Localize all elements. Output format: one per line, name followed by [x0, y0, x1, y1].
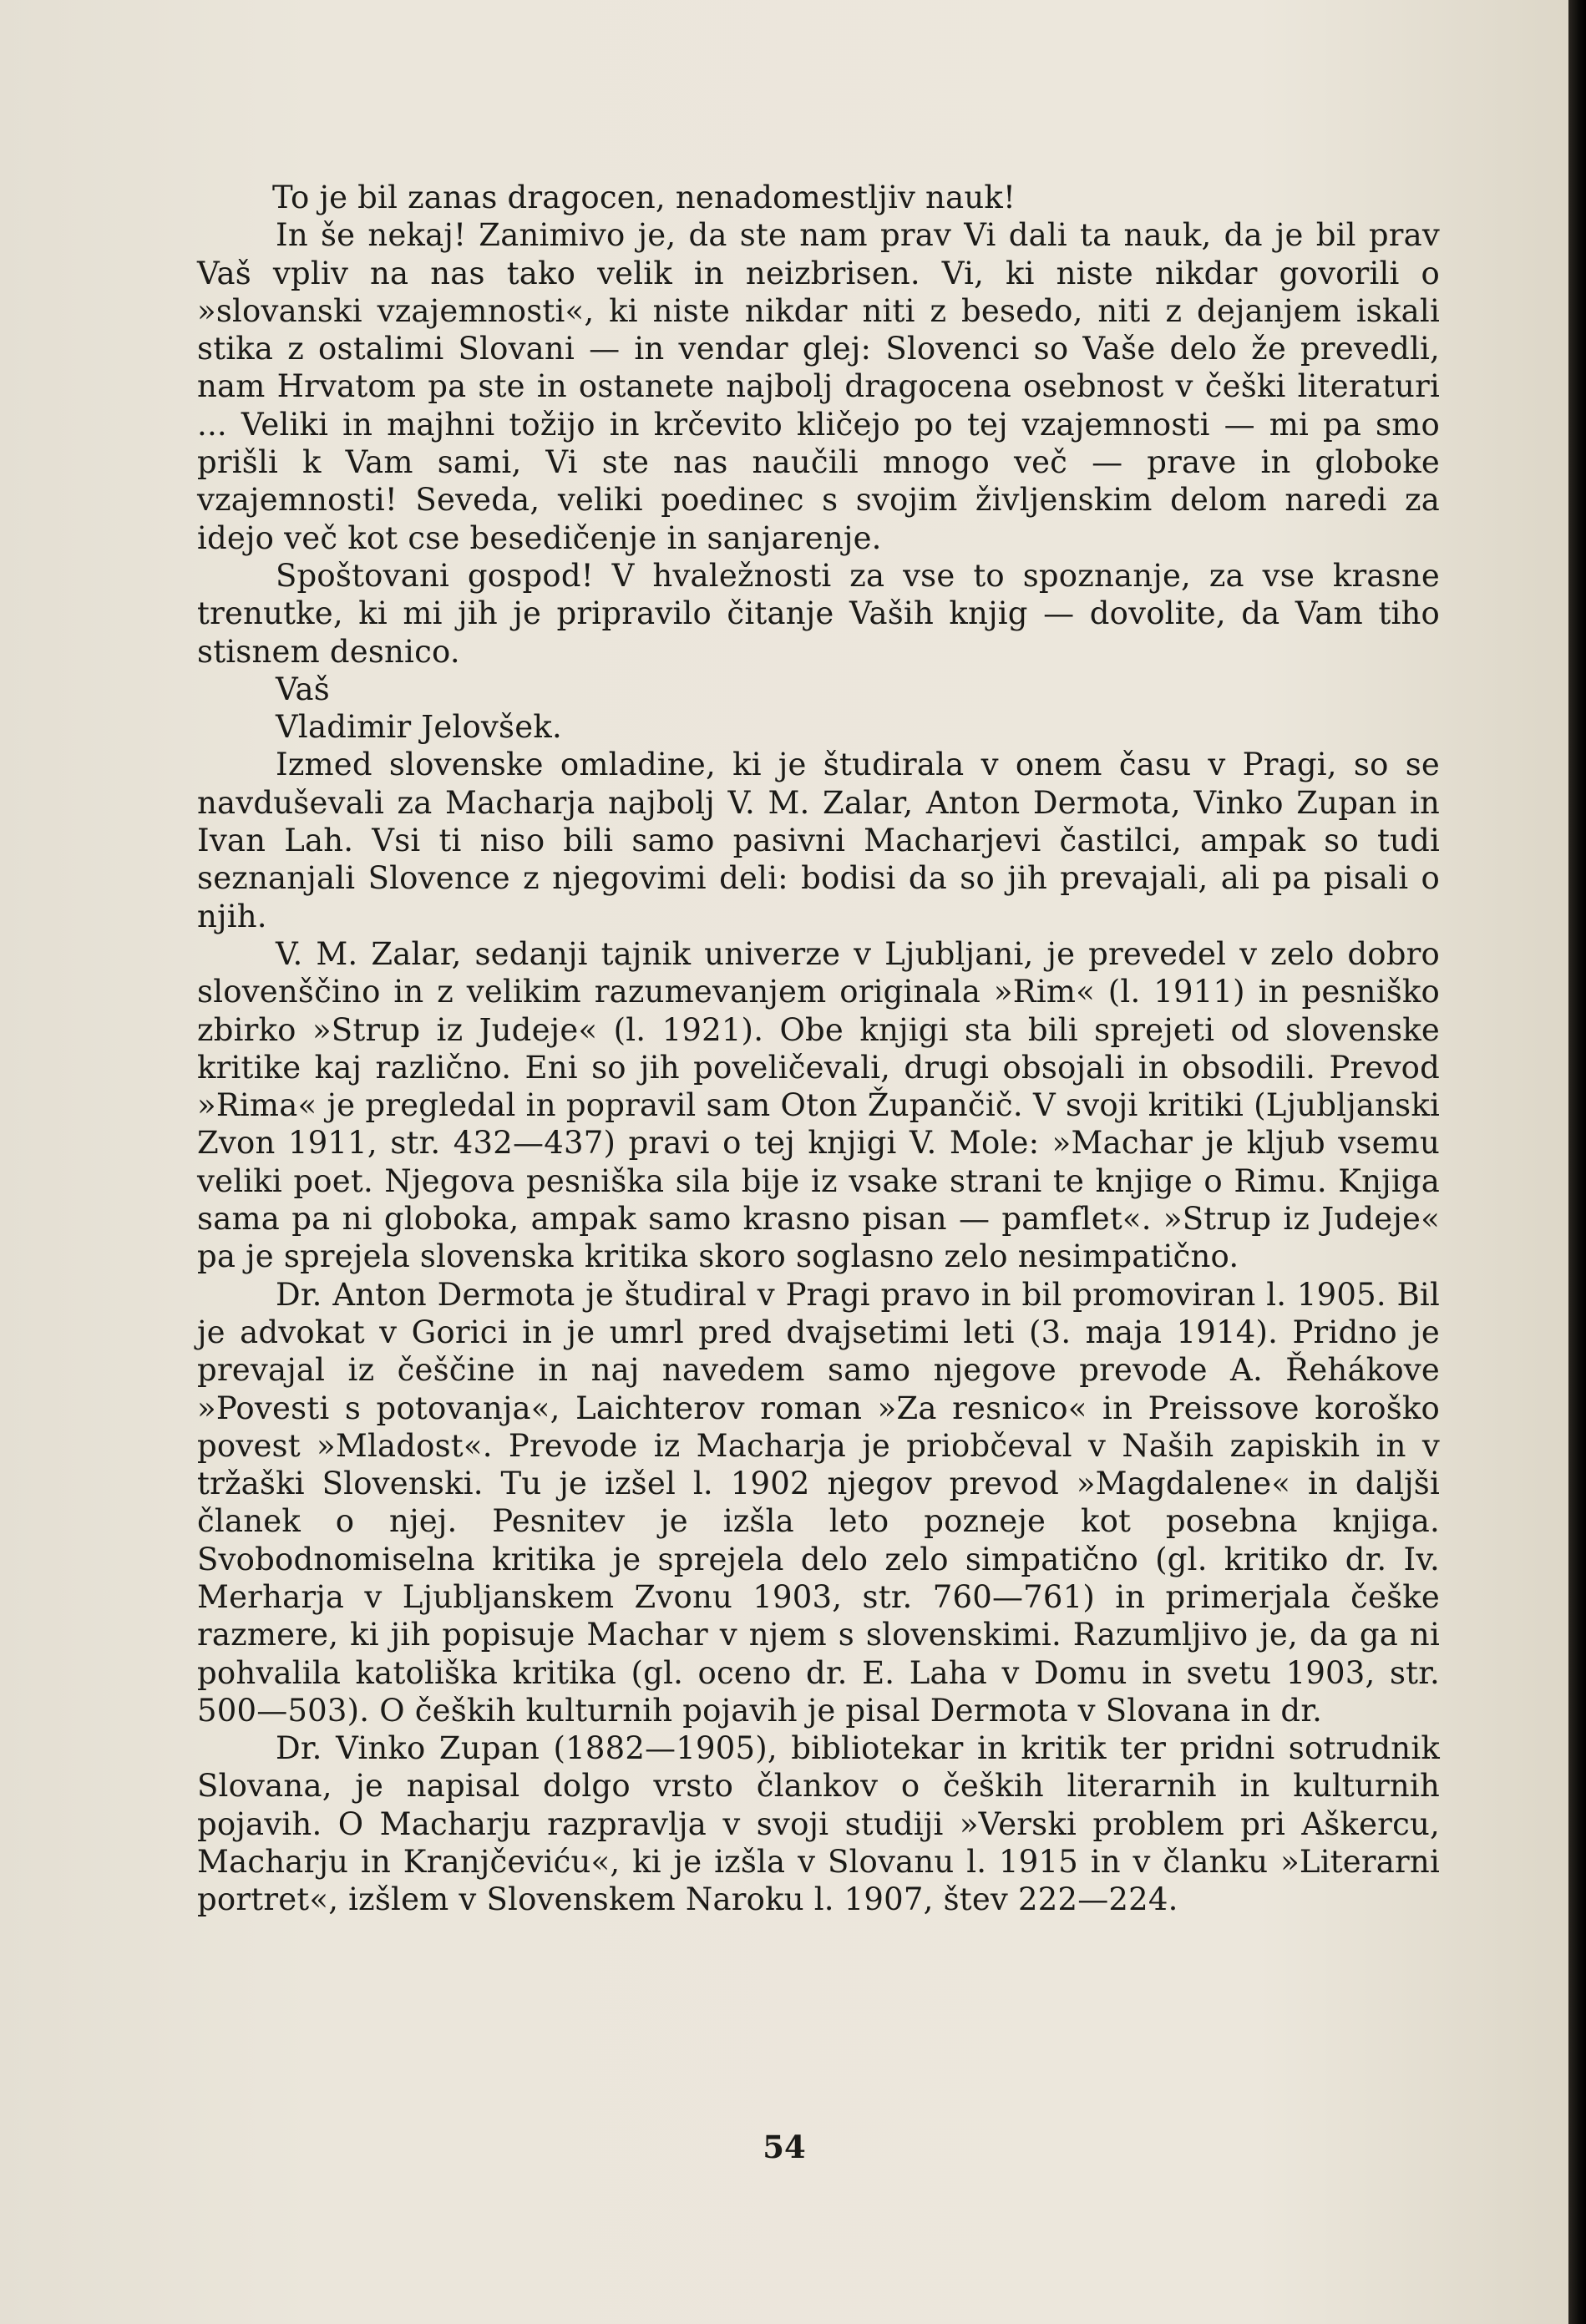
- paragraph-3: Spoštovani gospod! V hvaležnosti za vse to spoznanje, za vse krasne trenutke, ki mi jih je pripravilo čitanje Vaših knjig — dovolite, da Vam tiho stisnem desnico.: [197, 557, 1440, 670]
- book-spine-edge: [1568, 0, 1586, 2324]
- signature-name: Vladimir Jelovšek.: [276, 709, 562, 746]
- body-text: [197, 179, 1440, 1919]
- paragraph-2: In še nekaj! Zanimivo je, da ste nam prav Vi dali ta nauk, da je bil prav Vaš vpliv na nas tako velik in neizbrisen. Vi, ki niste nikdar govorili o »slovanski vzajemnosti«, ki niste nikdar niti z besedo, niti z dejanjem iskali stika z ostalimi Slovani — in vendar glej: Slovenci so Vaše delo že prevedli, nam Hrvatom pa ste in ostanete najbolj dragocena osebnost v češki literaturi ... Veliki in majhni tožijo in krčevito kličejo po tej vzajemnosti — mi pa smo prišli k Vam sami, Vi ste nas naučili mnogo več — prave in globoke vzajemnosti! Seveda, veliki poedinec s svojim življenskim delom naredi za idejo več kot cse besedičenje in sanjarenje.: [197, 217, 1440, 556]
- paragraph-1: To je bil zanas dragocen, nenadomestljiv nauk!: [272, 180, 1016, 215]
- page-number: 54: [763, 2129, 806, 2165]
- paragraph-6: Dr. Anton Dermota je študiral v Pragi pravo in bil promoviran l. 1905. Bil je advokat v Gorici in je umrl pred dvajsetimi leti (3. maja 1914). Pridno je prevajal iz češčine in naj navedem samo njegove prevode A. Řehákove »Povesti s potovanja«, Laichterov roman »Za resnico« in Preissove koroško povest »Mladost«. Prevode iz Macharja je priobčeval v Naših zapiskih in v tržaški Slovenski. Tu je izšel l. 1902 njegov prevod »Magdalene« in daljši članek o njej. Pesnitev je izšla leto pozneje kot posebna knjiga. Svobodnomiselna kritika je sprejela delo zelo simpatično (gl. kritiko dr. Iv. Merharja v Ljubljanskem Zvonu 1903, str. 760—761) in primerjala češke razmere, ki jih popisuje Machar v njem s slovenskimi. Razumljivo je, da ga ni pohvalila katoliška kritika (gl. oceno dr. E. Laha v Domu in svetu 1903, str. 500—503). O čeških kulturnih pojavih je pisal Dermota v Slovana in dr.: [197, 1276, 1440, 1729]
- paragraph-5: V. M. Zalar, sedanji tajnik univerze v Ljubljani, je prevedel v zelo dobro slovenščino in z velikim razumevanjem originala »Rim« (l. 1911) in pesniško zbirko »Strup iz Judeje« (l. 1921). Obe knjigi sta bili sprejeti od slovenske kritike kaj različno. Eni so jih poveličevali, drugi obsojali in obsodili. Prevod »Rima« je pregledal in popravil sam Oton Župančič. V svoji kritiki (Ljubljanski Zvon 1911, str. 432—437) pravi o tej knjigi V. Mole: »Machar je kljub vsemu veliki poet. Njegova pesniška sila bije iz vsake strani te knjige o Rimu. Knjiga sama pa ni globoka, ampak samo krasno pisan — pamflet«. »Strup iz Judeje« pa je sprejela slovenska kritika skoro soglasno zelo nesimpatično.: [197, 935, 1440, 1275]
- paragraph-4: Izmed slovenske omladine, ki je študirala v onem času v Pragi, so se navduševali za Macharja najbolj V. M. Zalar, Anton Dermota, Vinko Zupan in Ivan Lah. Vsi ti niso bili samo pasivni Macharjevi častilci, ampak so tudi seznanjali Slovence z njegovimi deli: bodisi da so jih prevajali, ali pa pisali o njih.: [197, 747, 1440, 934]
- paragraph-7: Dr. Vinko Zupan (1882—1905), bibliotekar in kritik ter pridni sotrudnik Slovana, je napisal dolgo vrsto člankov o čeških literarnih in kulturnih pojavih. O Macharju razpravlja v svoji studiji »Verski problem pri Aškercu, Macharju in Kranjčeviću«, ki je izšla v Slovanu l. 1915 in v članku »Literarni portret«, izšlem v Slovenskem Naroku l. 1907, štev 222—224.: [197, 1730, 1440, 1918]
- signature-salutation: Vaš: [276, 671, 330, 707]
